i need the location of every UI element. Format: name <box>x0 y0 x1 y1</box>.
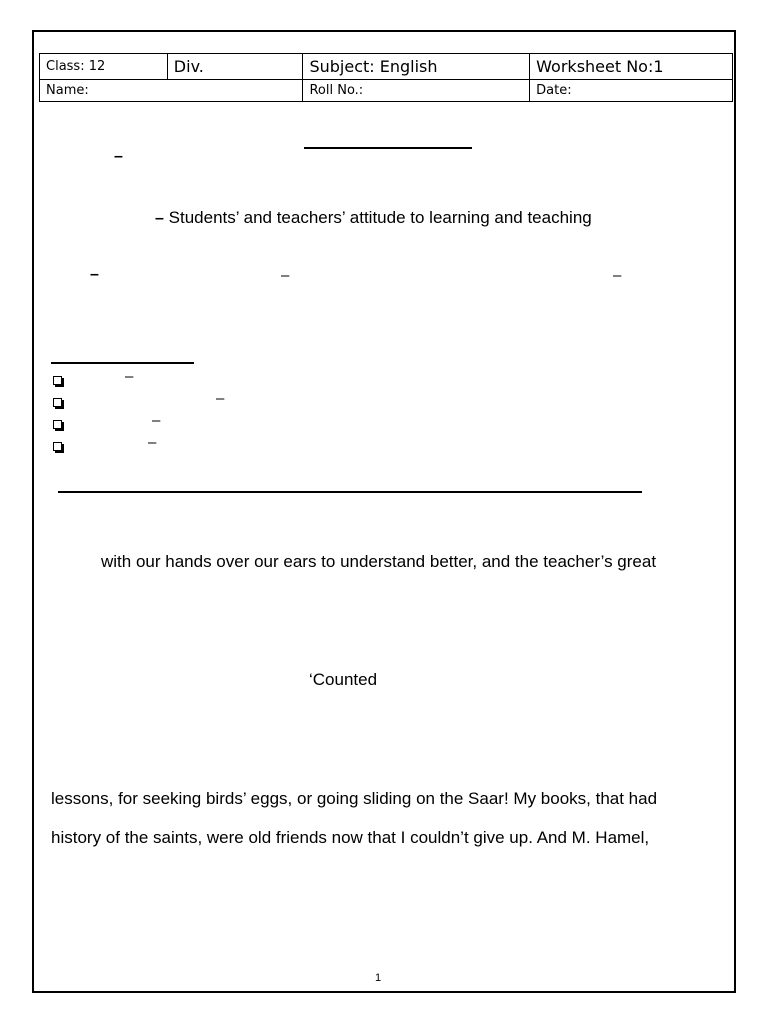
theme-text: Students’ and teachers’ attitude to learning and teaching <box>168 208 592 227</box>
list-heading-underline <box>51 362 194 364</box>
checkbox-bullet-icon <box>53 420 62 429</box>
worksheet-header-table <box>39 53 733 102</box>
name-cell: Name: <box>40 80 303 102</box>
div-cell: Div. <box>167 54 303 80</box>
date-cell: Date: <box>530 80 733 102</box>
list-item-dash: – <box>216 390 225 407</box>
title-underline <box>304 147 472 149</box>
list-item <box>53 372 62 390</box>
list-item <box>53 394 62 412</box>
theme-line <box>155 208 592 228</box>
row-dash-2: – <box>281 267 290 284</box>
checkbox-bullet-icon <box>53 398 62 407</box>
checkbox-bullet-icon <box>53 442 62 451</box>
list-item <box>53 438 62 456</box>
theme-dash: – <box>155 210 164 227</box>
section-separator <box>58 491 642 493</box>
passage-line-4: history of the saints, were old friends now that I couldn’t give up. And M. Hamel, <box>51 828 650 847</box>
list-item <box>53 416 62 434</box>
list-item-dash: – <box>125 368 134 385</box>
passage-line-1: with our hands over our ears to understand better, and the teacher’s great <box>101 552 657 571</box>
row-dash-1: – <box>90 266 99 283</box>
roll-number-cell: Roll No.: <box>303 80 530 102</box>
passage-line-2: ‘Counted <box>309 670 378 689</box>
class-cell: Class: 12 <box>40 54 168 80</box>
passage-line-3: lessons, for seeking birds’ eggs, or going sliding on the Saar! My books, that had <box>51 789 658 808</box>
subject-cell: Subject: English <box>303 54 530 80</box>
checkbox-bullet-icon <box>53 376 62 385</box>
page-frame <box>32 30 736 993</box>
worksheet-number-cell: Worksheet No:1 <box>530 54 733 80</box>
top-dash: – <box>114 148 123 165</box>
list-item-dash: – <box>152 412 161 429</box>
row-dash-3: – <box>613 267 622 284</box>
list-item-dash: – <box>148 434 157 451</box>
page-number: 1 <box>375 972 382 984</box>
